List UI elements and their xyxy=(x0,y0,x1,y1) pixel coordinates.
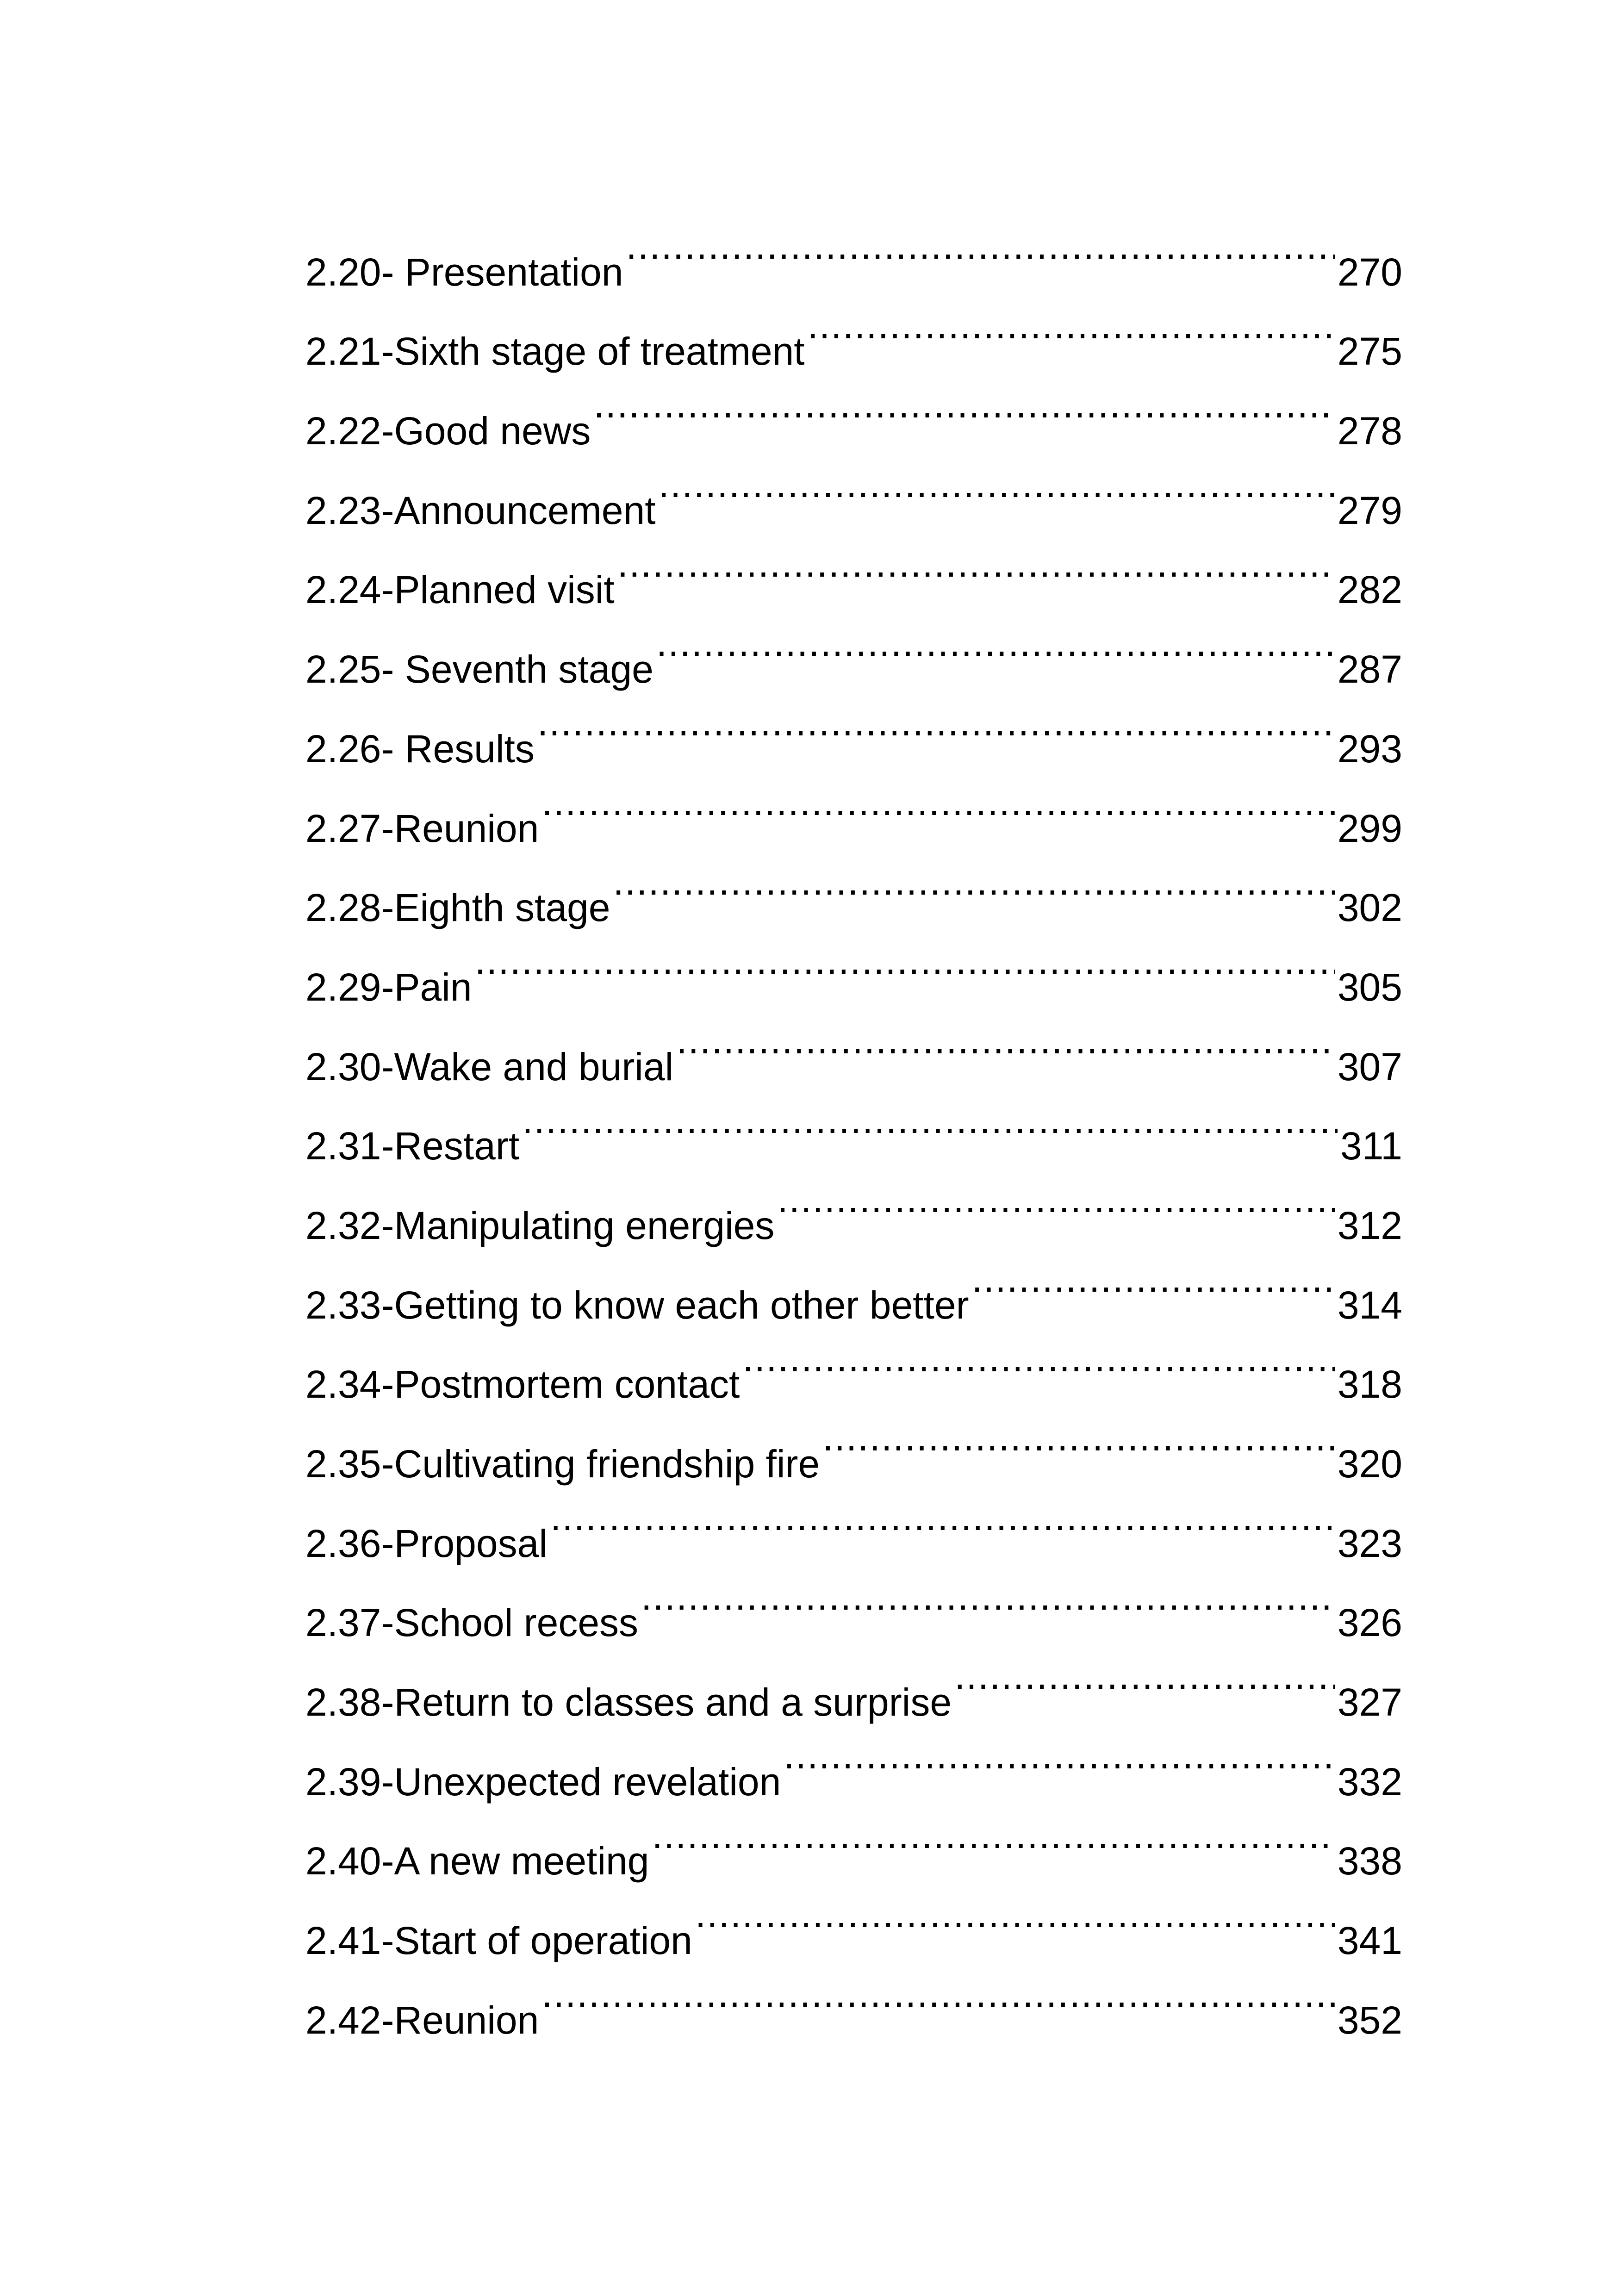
toc-entry-page-number: 270 xyxy=(1337,250,1402,294)
dot-leader xyxy=(522,1080,1338,1160)
dot-leader xyxy=(613,842,1334,921)
toc-entry-title: 2.31-Restart xyxy=(305,1124,520,1168)
dot-leader xyxy=(676,1001,1335,1080)
dot-leader xyxy=(656,603,1335,683)
toc-entry-page-number: 302 xyxy=(1337,886,1402,930)
dot-leader xyxy=(641,1557,1335,1636)
toc-entry-title: 2.20- Presentation xyxy=(305,250,623,294)
toc-entry-page-number: 305 xyxy=(1337,965,1402,1009)
dot-leader xyxy=(593,365,1334,444)
toc-entry-title: 2.33-Getting to know each other better xyxy=(305,1283,969,1327)
toc-entry-page-number: 338 xyxy=(1337,1839,1402,1883)
dot-leader xyxy=(617,524,1335,604)
dot-leader xyxy=(537,683,1335,762)
dot-leader xyxy=(550,1477,1335,1557)
toc-entry-page-number: 275 xyxy=(1337,330,1402,373)
toc-entry-title: 2.24-Planned visit xyxy=(305,568,615,612)
toc-entry-title: 2.25- Seventh stage xyxy=(305,647,653,691)
toc-entry-page-number: 312 xyxy=(1337,1203,1402,1247)
toc-entry-title: 2.38-Return to classes and a surprise xyxy=(305,1680,952,1724)
toc-entry-page-number: 282 xyxy=(1337,568,1402,612)
dot-leader xyxy=(777,1159,1335,1239)
toc-entry-title: 2.30-Wake and burial xyxy=(305,1045,674,1089)
toc-entry-title: 2.26- Results xyxy=(305,727,535,771)
dot-leader xyxy=(652,1795,1334,1875)
table-of-contents xyxy=(305,206,1402,2042)
toc-entry-title: 2.21-Sixth stage of treatment xyxy=(305,330,805,373)
toc-entry-page-number: 278 xyxy=(1337,409,1402,453)
toc-entry-title: 2.29-Pain xyxy=(305,965,472,1009)
toc-entry-title: 2.22-Good news xyxy=(305,409,591,453)
dot-leader xyxy=(808,286,1335,365)
dot-leader xyxy=(742,1319,1334,1398)
dot-leader xyxy=(541,762,1334,842)
toc-entry-title: 2.42-Reunion xyxy=(305,1998,539,2042)
dot-leader xyxy=(475,921,1335,1001)
toc-entry-page-number: 327 xyxy=(1337,1680,1402,1724)
toc-entry-title: 2.32-Manipulating energies xyxy=(305,1203,775,1247)
dot-leader xyxy=(784,1716,1335,1795)
dot-leader xyxy=(541,1954,1334,2034)
toc-entry-page-number: 341 xyxy=(1337,1919,1402,1963)
toc-entry-title: 2.34-Postmortem contact xyxy=(305,1363,740,1406)
toc-entry-title: 2.36-Proposal xyxy=(305,1521,548,1565)
toc-entry-page-number: 287 xyxy=(1337,647,1402,691)
dot-leader xyxy=(954,1636,1335,1716)
toc-entry-title: 2.28-Eighth stage xyxy=(305,886,610,930)
toc-entry-title: 2.23-Announcement xyxy=(305,488,656,532)
toc-entry-title: 2.41-Start of operation xyxy=(305,1919,692,1963)
toc-entry-page-number: 299 xyxy=(1337,806,1402,850)
toc-entry-page-number: 320 xyxy=(1337,1442,1402,1486)
toc-entry-page-number: 332 xyxy=(1337,1760,1402,1804)
toc-entry-page-number: 293 xyxy=(1337,727,1402,771)
toc-entry-page-number: 311 xyxy=(1340,1124,1402,1168)
toc-entry-page-number: 318 xyxy=(1337,1363,1402,1406)
dot-leader xyxy=(659,444,1335,524)
dot-leader xyxy=(822,1398,1335,1477)
toc-entry-page-number: 307 xyxy=(1337,1045,1402,1089)
toc-entry-title: 2.39-Unexpected revelation xyxy=(305,1760,781,1804)
dot-leader xyxy=(972,1239,1335,1319)
toc-entry-page-number: 314 xyxy=(1337,1283,1402,1327)
toc-entry-title: 2.27-Reunion xyxy=(305,806,539,850)
toc-entry-title: 2.37-School recess xyxy=(305,1601,639,1645)
dot-leader xyxy=(695,1874,1335,1954)
toc-entry-page-number: 326 xyxy=(1337,1601,1402,1645)
toc-entry-page-number: 279 xyxy=(1337,488,1402,532)
dot-leader xyxy=(626,206,1334,286)
toc-entry-title: 2.35-Cultivating friendship fire xyxy=(305,1442,820,1486)
toc-entry[interactable] xyxy=(305,206,1402,294)
toc-entry-page-number: 323 xyxy=(1337,1521,1402,1565)
toc-entry-title: 2.40-A new meeting xyxy=(305,1839,649,1883)
toc-entry-page-number: 352 xyxy=(1337,1998,1402,2042)
